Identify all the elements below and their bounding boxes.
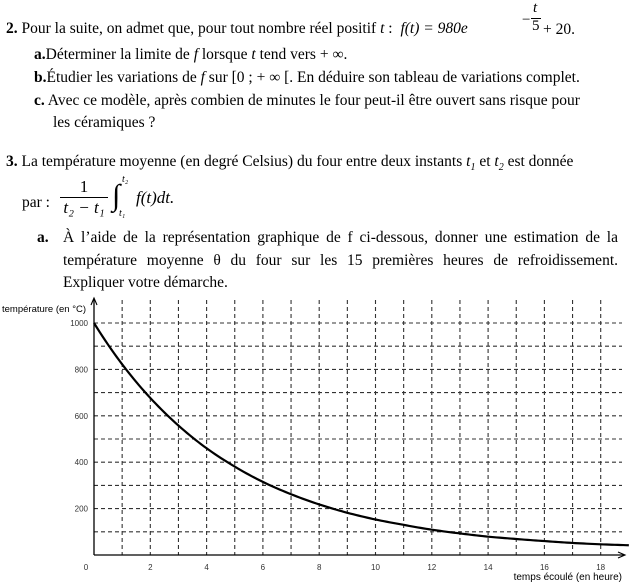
q3-frac-den: t₂ − t₁ <box>63 198 105 217</box>
q2-statement <box>6 20 468 38</box>
q2a-text1: Déterminer la limite de <box>45 46 190 63</box>
x-tick-label: 4 <box>204 563 209 572</box>
y-axis-label: température (en °C) <box>2 304 87 315</box>
q2-exp-den: 5 <box>532 18 540 34</box>
q2b-label: b. <box>34 69 47 86</box>
q3a-line3: Expliquer votre démarche. <box>63 274 228 291</box>
temperature-chart <box>0 288 635 588</box>
x-tick-label: 18 <box>596 563 606 572</box>
q3-integrand: f(t)dt. <box>136 188 175 207</box>
y-tick-label: 800 <box>74 365 88 375</box>
q3-number: 3. <box>6 153 18 170</box>
q3-frac-num: 1 <box>60 177 108 198</box>
q2-intro: Pour la suite, on admet que, pour tout nombre réel positif <box>21 20 377 37</box>
q2-colon: : <box>388 20 393 37</box>
q2c-text2: les céramiques ? <box>53 114 156 131</box>
x-tick-label: 14 <box>483 563 493 572</box>
q3a-label: a. <box>37 229 49 246</box>
y-tick-label: 1000 <box>70 319 88 328</box>
q2a-text2: lorsque <box>201 46 248 63</box>
x-tick-label: 6 <box>260 563 266 572</box>
x-axis-label: temps écoulé (en heure) <box>513 572 622 583</box>
q3-t1-sub: 1 <box>470 162 476 174</box>
q2a <box>34 46 347 64</box>
q2-exp-num: t <box>533 0 538 16</box>
q3-statement <box>6 153 573 173</box>
chart-series <box>94 323 629 545</box>
q2c-label: c. <box>34 92 45 109</box>
q2-formula-lhs: f(t) = 980e <box>400 20 468 37</box>
q3-int-lower: t₁ <box>119 208 126 219</box>
q2c-text1: Avec ce modèle, après combien de minutes le four peut-il être ouvert sans risque pour <box>47 92 580 109</box>
q2-formula-tail: + 20. <box>543 21 575 38</box>
q3-et: et <box>479 153 491 170</box>
q3a-line1: À l’aide de la représentation graphique de f ci-dessous, donner une estimation de la <box>63 229 618 246</box>
q2b-f: f <box>200 69 205 86</box>
q2c <box>34 92 580 110</box>
q2b-interval: [0 ; + ∞ [. <box>231 69 294 86</box>
y-tick-label: 200 <box>74 504 88 514</box>
x-tick-label: 8 <box>316 563 322 572</box>
chart-grid <box>94 300 622 555</box>
y-tick-label: 600 <box>74 411 88 421</box>
x-tick-label: 2 <box>148 563 153 572</box>
q3-t1 <box>466 153 476 174</box>
y-tick-label: 400 <box>74 458 88 468</box>
q2a-t: t <box>251 46 256 63</box>
q2b-text2: sur <box>208 69 228 86</box>
q3-intro1: La température moyenne (en degré Celsius) du four entre deux instants <box>21 153 463 170</box>
q3-int-upper: t₂ <box>122 174 129 185</box>
q3-intro2: est donnée <box>507 153 574 170</box>
q3-t1-var: t <box>466 153 471 170</box>
q3a-line2: température moyenne θ du four sur les 15 premières heures de refroidissement. <box>63 252 618 269</box>
q2b-text3: En déduire son tableau de variations complet. <box>297 69 580 86</box>
q2-number: 2. <box>6 20 18 37</box>
x-tick-label: 12 <box>427 563 437 572</box>
q3-par: par : <box>22 194 50 211</box>
temperature-curve <box>94 323 629 545</box>
q2a-text3: tend vers + ∞. <box>259 46 348 63</box>
q3-t2 <box>494 153 504 174</box>
q2a-label: a. <box>34 46 46 63</box>
q2-exp-sign: − <box>522 12 531 28</box>
q3-integral-sign: ∫ <box>112 179 121 212</box>
q3-formula <box>60 177 108 218</box>
q3-fraction <box>60 177 108 218</box>
q2-var-t: t <box>380 20 385 37</box>
x-tick-label: 16 <box>539 563 549 572</box>
q3-t2-sub: 2 <box>498 162 504 174</box>
q3-t2-var: t <box>494 153 499 170</box>
x-tick-label: 0 <box>83 563 89 572</box>
x-tick-label: 10 <box>371 563 380 572</box>
q2b <box>34 69 580 87</box>
q2a-f: f <box>193 46 198 63</box>
q2b-text1: Étudier les variations de <box>46 69 197 86</box>
